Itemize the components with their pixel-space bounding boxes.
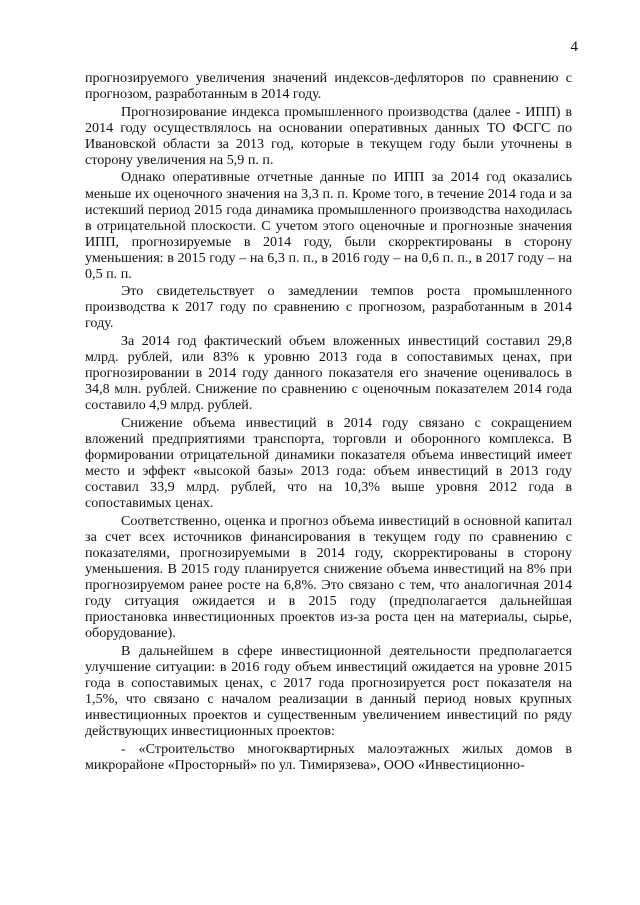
paragraph-investment-decline-reasons: Снижение объема инвестиций в 2014 году связано с сокращением вложений предприятиями транспорта, торговли и оборонного комплекса. В формировании отрицательной динамики показателя объема инвестиций имеет место и эффект «высокой базы» 2013 года: объем инвестиций в 2013 году составил 33,9 млрд. рублей, что на 10,3% выше уровня 2012 года в сопоставимых ценах.: [85, 414, 572, 512]
paragraph-investment-outlook: В дальнейшем в сфере инвестиционной деятельности предполагается улучшение ситуации: в 2016 году объем инвестиций ожидается на уровне 2015 года в сопоставимых ценах, с 2017 года прогнозируется рост показателя на 1,5%, что связано с началом реализации в данный период новых крупных инвестиционных проектов и существенным увеличением инвестиций по ряду действующих инвестиционных проектов:: [85, 642, 572, 740]
document-body: [85, 70, 572, 774]
paragraph-slowdown-conclusion: Это свидетельствует о замедлении темпов роста промышленного производства к 2017 году по сравнению с прогнозом, разработанным в 2014 году.: [85, 283, 572, 332]
paragraph-continuation: прогнозируемого увеличения значений индексов-дефляторов по сравнению с прогнозом, разработанным в 2014 году.: [85, 70, 572, 103]
paragraph-ipp-forecast-basis: Прогнозирование индекса промышленного производства (далее - ИПП) в 2014 году осуществлялось на основании оперативных данных ТО ФСГС по Ивановской области за 2013 год, которые в текущем году были уточнены в сторону увеличения на 5,9 п. п.: [85, 103, 572, 168]
page-number: 4: [570, 39, 578, 55]
paragraph-investment-forecast-adjustment: Соответственно, оценка и прогноз объема инвестиций в основной капитал за счет всех источников финансирования в текущем году по сравнению с показателями, прогнозируемыми в 2014 году, скорректированы в сторону уменьшения. В 2015 году планируется снижение объема инвестиций на 8% при прогнозируемом ранее росте на 6,8%. Это связано с тем, что аналогичная 2014 году ситуация ожидается и в 2015 году (предполагается дальнейшая приостановка инвестиционных проектов из-за роста цен на материалы, сырье, оборудование).: [85, 512, 572, 642]
paragraph-investment-2014: За 2014 год фактический объем вложенных инвестиций составил 29,8 млрд. рублей, или 83% к уровню 2013 года в сопоставимых ценах, при прогнозировании в 2014 году данного показателя его значение оценивалось в 34,8 млн. рублей. Снижение по сравнению с оценочным показателем 2014 года составило 4,9 млрд. рублей.: [85, 333, 572, 414]
list-item-project: - «Строительство многоквартирных малоэтажных жилых домов в микрорайоне «Просторный» по ул. Тимирязева», ООО «Инвестиционно-: [85, 740, 572, 773]
paragraph-ipp-correction: Однако оперативные отчетные данные по ИПП за 2014 год оказались меньше их оценочного значения на 3,3 п. п. Кроме того, в течение 2014 года и за истекший период 2015 года динамика промышленного производства находилась в отрицательной плоскости. С учетом этого оценочные и прогнозные значения ИПП, прогнозируемые в 2014 году, были скорректированы в сторону уменьшения: в 2015 году – на 6,3 п. п., в 2016 году – на 0,6 п. п., в 2017 году – на 0,5 п. п.: [85, 169, 572, 282]
